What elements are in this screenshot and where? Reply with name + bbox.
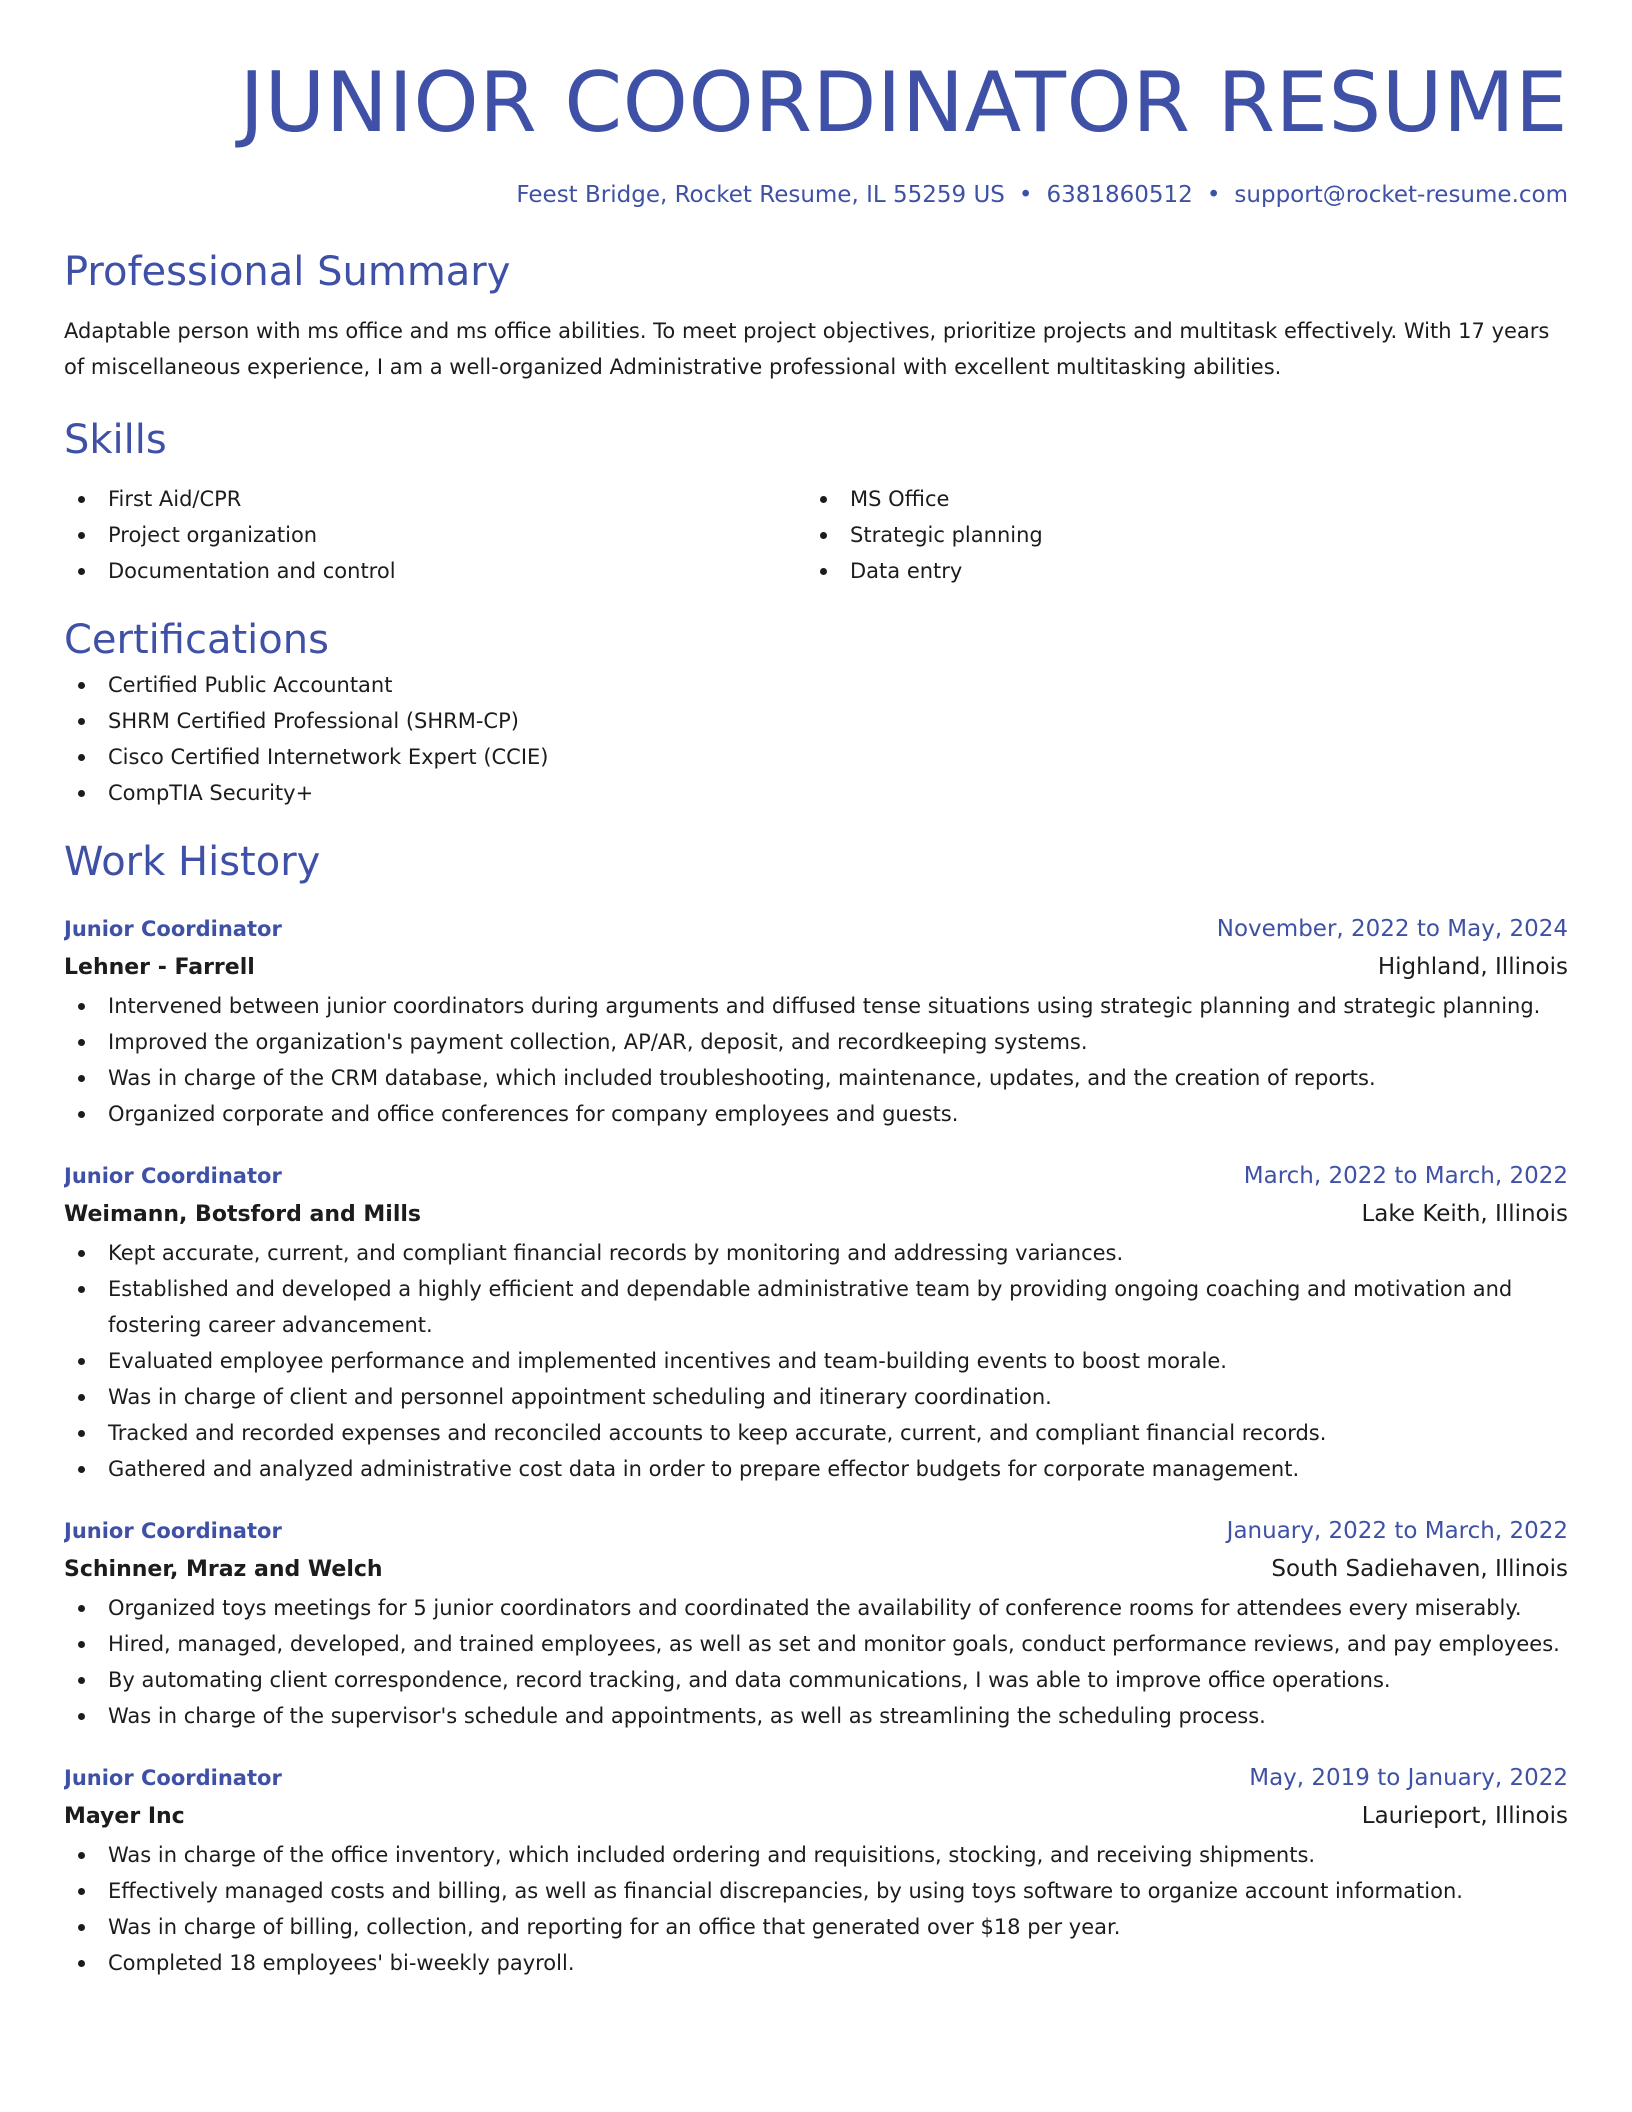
job-company-row xyxy=(64,1549,1568,1590)
job-title-row xyxy=(64,1158,1568,1194)
job-title: Junior Coordinator xyxy=(64,1164,282,1188)
job-bullet: Kept accurate, current, and compliant financial records by monitoring and addressing variances. xyxy=(64,1235,1568,1271)
job-dates: January, 2022 to March, 2022 xyxy=(1226,1518,1568,1544)
skills-heading: Skills xyxy=(64,417,167,463)
job-location: Highland, Illinois xyxy=(1377,954,1568,980)
work-history-list xyxy=(64,911,1568,1981)
job-bullet: Was in charge of client and personnel appointment scheduling and itinerary coordination. xyxy=(64,1379,1568,1415)
skill-item: MS Office xyxy=(806,481,1548,517)
job-title: Junior Coordinator xyxy=(64,917,282,941)
certification-item: SHRM Certified Professional (SHRM-CP) xyxy=(64,703,1568,739)
job-dates: May, 2019 to January, 2022 xyxy=(1249,1765,1568,1791)
job-bullet: Organized corporate and office conferences for company employees and guests. xyxy=(64,1096,1568,1132)
job-title-row xyxy=(64,1513,1568,1549)
contact-separator: • xyxy=(1018,182,1033,208)
job-bullet: Was in charge of the CRM database, which included troubleshooting, maintenance, updates, and the creation of reports. xyxy=(64,1060,1568,1096)
resume-page xyxy=(64,40,1568,2112)
job-location: Lake Keith, Illinois xyxy=(1361,1201,1568,1227)
job-bullet: By automating client correspondence, record tracking, and data communications, I was able to improve office operations. xyxy=(64,1662,1568,1698)
contact-separator: • xyxy=(1206,182,1221,208)
job-entry xyxy=(64,911,1568,1132)
job-bullet: Was in charge of the supervisor's schedule and appointments, as well as streamlining the scheduling process. xyxy=(64,1698,1568,1734)
job-company: Schinner, Mraz and Welch xyxy=(64,1557,383,1582)
job-dates: November, 2022 to May, 2024 xyxy=(1216,916,1568,942)
contact-line xyxy=(64,179,1568,211)
job-bullets xyxy=(64,988,1568,1132)
certifications-heading: Certifications xyxy=(64,617,329,663)
job-entry xyxy=(64,1158,1568,1487)
skill-item: Project organization xyxy=(64,517,806,553)
job-title: Junior Coordinator xyxy=(64,1519,282,1543)
job-bullets xyxy=(64,1837,1568,1981)
job-entry xyxy=(64,1760,1568,1981)
summary-text: Adaptable person with ms office and ms office abilities. To meet project objectives, prioritize projects and multitask effectively. With 17 years of miscellaneous experience, I am a well-organized Administrative professional with excellent multitasking abilities. xyxy=(64,319,1550,379)
skill-item: Strategic planning xyxy=(806,517,1548,553)
resume-title: JUNIOR COORDINATOR RESUME xyxy=(239,54,1568,151)
skills-left-list xyxy=(64,481,806,589)
job-bullet: Improved the organization's payment collection, AP/AR, deposit, and recordkeeping systems. xyxy=(64,1024,1568,1060)
job-bullet: Effectively managed costs and billing, as well as financial discrepancies, by using toys software to organize account information. xyxy=(64,1873,1568,1909)
job-company: Weimann, Botsford and Mills xyxy=(64,1202,422,1227)
job-bullet: Established and developed a highly efficient and dependable administrative team by providing ongoing coaching and motivation and fostering career advancement. xyxy=(64,1271,1568,1343)
job-bullet: Was in charge of billing, collection, and reporting for an office that generated over $18 per year. xyxy=(64,1909,1568,1945)
job-dates: March, 2022 to March, 2022 xyxy=(1243,1163,1568,1189)
summary-heading: Professional Summary xyxy=(64,249,511,295)
job-title-row xyxy=(64,911,1568,947)
certifications-list xyxy=(64,667,1568,811)
job-bullet: Gathered and analyzed administrative cost data in order to prepare effector budgets for corporate management. xyxy=(64,1451,1568,1487)
job-title-row xyxy=(64,1760,1568,1796)
job-company-row xyxy=(64,947,1568,988)
job-bullet: Completed 18 employees' bi-weekly payroll. xyxy=(64,1945,1568,1981)
job-location: South Sadiehaven, Illinois xyxy=(1271,1556,1568,1582)
job-bullet: Tracked and recorded expenses and reconciled accounts to keep accurate, current, and compliant financial records. xyxy=(64,1415,1568,1451)
certification-item: Cisco Certified Internetwork Expert (CCIE) xyxy=(64,739,1568,775)
job-bullets xyxy=(64,1235,1568,1487)
job-bullet: Evaluated employee performance and implemented incentives and team-building events to boost morale. xyxy=(64,1343,1568,1379)
job-title: Junior Coordinator xyxy=(64,1766,282,1790)
job-bullets xyxy=(64,1590,1568,1734)
work-history-heading: Work History xyxy=(64,839,321,885)
contact-phone: 6381860512 xyxy=(1046,182,1193,208)
job-bullet: Organized toys meetings for 5 junior coordinators and coordinated the availability of conference rooms for attendees every miserably. xyxy=(64,1590,1568,1626)
job-company-row xyxy=(64,1796,1568,1837)
contact-address: Feest Bridge, Rocket Resume, IL 55259 US xyxy=(516,182,1005,208)
job-location: Laurieport, Illinois xyxy=(1361,1803,1568,1829)
job-entry xyxy=(64,1513,1568,1734)
certification-item: Certified Public Accountant xyxy=(64,667,1568,703)
skill-item: Data entry xyxy=(806,553,1548,589)
job-company: Mayer Inc xyxy=(64,1804,185,1829)
skills-columns xyxy=(64,481,1568,589)
job-bullet: Intervened between junior coordinators during arguments and diffused tense situations using strategic planning and strategic planning. xyxy=(64,988,1568,1024)
skills-right-list xyxy=(806,481,1548,589)
certification-item: CompTIA Security+ xyxy=(64,775,1568,811)
job-bullet: Hired, managed, developed, and trained employees, as well as set and monitor goals, conduct performance reviews, and pay employees. xyxy=(64,1626,1568,1662)
job-bullet: Was in charge of the office inventory, which included ordering and requisitions, stocking, and receiving shipments. xyxy=(64,1837,1568,1873)
skill-item: First Aid/CPR xyxy=(64,481,806,517)
job-company: Lehner - Farrell xyxy=(64,955,255,980)
skill-item: Documentation and control xyxy=(64,553,806,589)
job-company-row xyxy=(64,1194,1568,1235)
contact-email: support@rocket-resume.com xyxy=(1234,182,1568,208)
